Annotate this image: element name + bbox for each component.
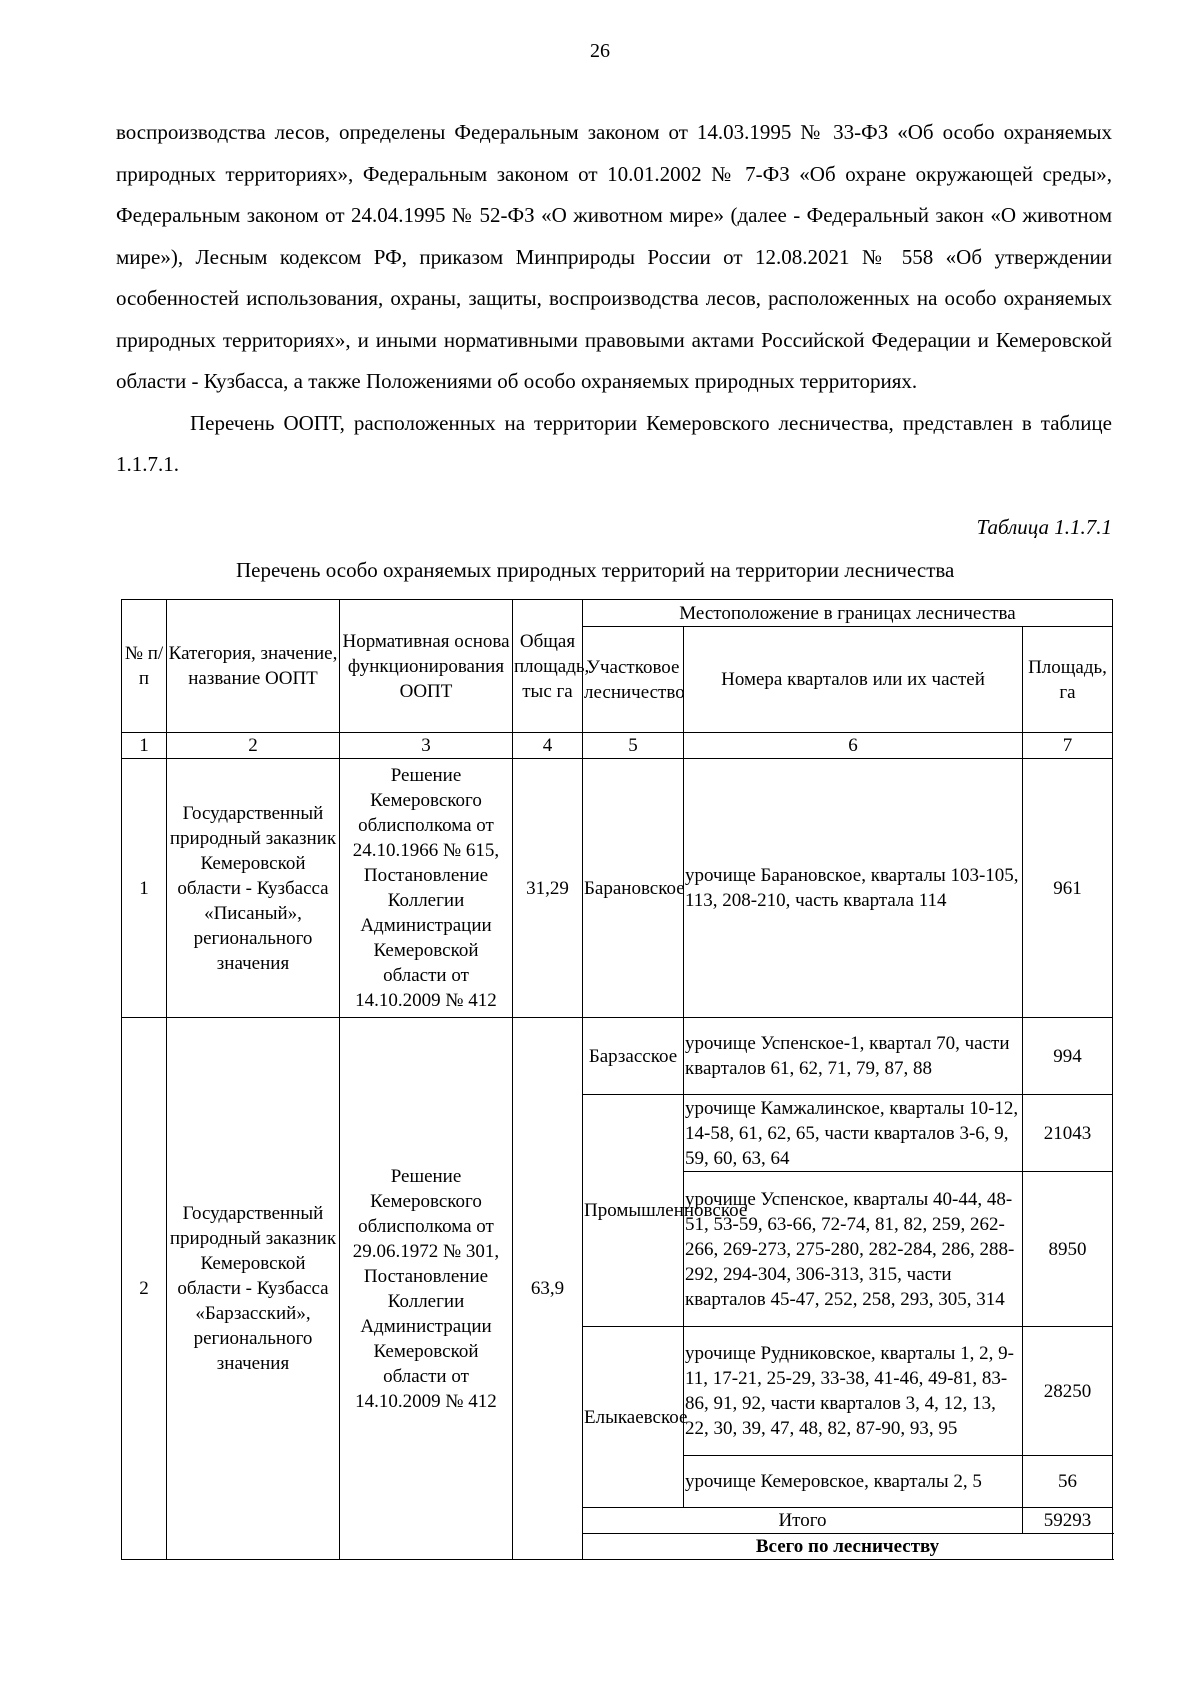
- header-location: Местоположение в границах лесничества: [583, 600, 1113, 627]
- row-area-total: 31,29: [513, 759, 583, 1018]
- header-district: Участковое лесничество: [583, 627, 684, 733]
- row-district: Елыкаевское: [583, 1327, 684, 1508]
- total-label: Всего по лесничеству: [583, 1534, 1113, 1560]
- column-number: 5: [583, 733, 684, 759]
- column-numbers-row: [122, 733, 1113, 759]
- row-quarters: урочище Успенское-1, квартал 70, части кварталов 61, 62, 71, 79, 87, 88: [684, 1018, 1023, 1095]
- row-area: 994: [1023, 1018, 1113, 1095]
- subtotal-label: Итого: [583, 1508, 1023, 1534]
- row-area: 28250: [1023, 1327, 1113, 1456]
- table-label: Таблица 1.1.7.1: [976, 515, 1112, 539]
- row-category: Государственный природный заказник Кемеровской области - Кузбасса «Писаный», регионального значения: [167, 759, 340, 1018]
- column-number: 7: [1023, 733, 1113, 759]
- row-basis: Решение Кемеровского облисполкома от 24.10.1966 № 615, Постановление Коллегии Администрации Кемеровской области от 14.10.2009 № 412: [340, 759, 513, 1018]
- row-area: 56: [1023, 1456, 1113, 1508]
- row-area: 21043: [1023, 1095, 1113, 1172]
- column-number: 3: [340, 733, 513, 759]
- row-quarters: урочище Кемеровское, кварталы 2, 5: [684, 1456, 1023, 1508]
- header-area-total: Общая площадь, тыс га: [513, 600, 583, 733]
- row-category: Государственный природный заказник Кемеровской области - Кузбасса «Барзасский», регионального значения: [167, 1018, 340, 1560]
- subtotal-value: 59293: [1023, 1508, 1113, 1534]
- table-title: Перечень особо охраняемых природных территорий на территории лесничества: [236, 558, 955, 582]
- row-quarters: урочище Рудниковское, кварталы 1, 2, 9-11, 17-21, 25-29, 33-38, 41-46, 49-81, 83-86, 91, 92, части кварталов 3, 4, 12, 13, 22, 30, 39, 47, 48, 82, 87-90, 93, 95: [684, 1327, 1023, 1456]
- paragraph: воспроизводства лесов, определены Федеральным законом от 14.03.1995 № 33-ФЗ «Об особо охраняемых природных территориях», Федеральным законом от 10.01.2002 № 7-ФЗ «Об охране окружающей среды», Федеральным законом от 24.04.1995 № 52-ФЗ «О животном мире» (далее - Федеральный закон «О животном мире»), Лесным кодексом РФ, приказом Минприроды России от 12.08.2021 № 558 «Об утверждении особенностей использования, охраны, защиты, воспроизводства лесов, расположенных на особо охраняемых природных территориях», и иными нормативными правовыми актами Российской Федерации и Кемеровской области - Кузбасса, а также Положениями об особо охраняемых природных территориях.: [116, 120, 1112, 393]
- row-district: Промышленновское: [583, 1095, 684, 1327]
- row-area-total: 63,9: [513, 1018, 583, 1560]
- header-quarters: Номера кварталов или их частей: [684, 627, 1023, 733]
- column-number: 2: [167, 733, 340, 759]
- column-number: 6: [684, 733, 1023, 759]
- paragraph: Перечень ООПТ, расположенных на территории Кемеровского лесничества, представлен в таблице 1.1.7.1.: [116, 410, 1112, 476]
- row-district: Барзасское: [583, 1018, 684, 1095]
- column-number: 4: [513, 733, 583, 759]
- page-number: 26: [590, 40, 610, 62]
- header-area: Площадь, га: [1023, 627, 1113, 733]
- header-num: № п/п: [122, 600, 167, 733]
- table-row: [122, 759, 1113, 1018]
- row-quarters: урочище Барановское, кварталы 103-105, 113, 208-210, часть квартала 114: [684, 759, 1023, 1018]
- row-quarters: урочище Успенское, кварталы 40-44, 48-51, 53-59, 63-66, 72-74, 81, 82, 259, 262-266, 269-273, 275-280, 282-284, 286, 288-292, 294-304, 306-313, 315, части кварталов 45-47, 252, 258, 293, 305, 314: [684, 1172, 1023, 1327]
- header-basis: Нормативная основа функционирования ООПТ: [340, 600, 513, 733]
- body-text: [116, 112, 1112, 486]
- row-area: 961: [1023, 759, 1113, 1018]
- table-header-row: [122, 600, 1113, 627]
- row-area: 8950: [1023, 1172, 1113, 1327]
- row-district: Барановское: [583, 759, 684, 1018]
- row-quarters: урочище Камжалинское, кварталы 10-12, 14-58, 61, 62, 65, части кварталов 3-6, 9, 59, 60, 63, 64: [684, 1095, 1023, 1172]
- row-basis: Решение Кемеровского облисполкома от 29.06.1972 № 301, Постановление Коллегии Администрации Кемеровской области от 14.10.2009 № 412: [340, 1018, 513, 1560]
- row-num: 1: [122, 759, 167, 1018]
- header-category: Категория, значение, название ООПТ: [167, 600, 340, 733]
- oopt-table: [121, 599, 1113, 1560]
- row-num: 2: [122, 1018, 167, 1560]
- column-number: 1: [122, 733, 167, 759]
- table-row: [122, 1018, 1113, 1095]
